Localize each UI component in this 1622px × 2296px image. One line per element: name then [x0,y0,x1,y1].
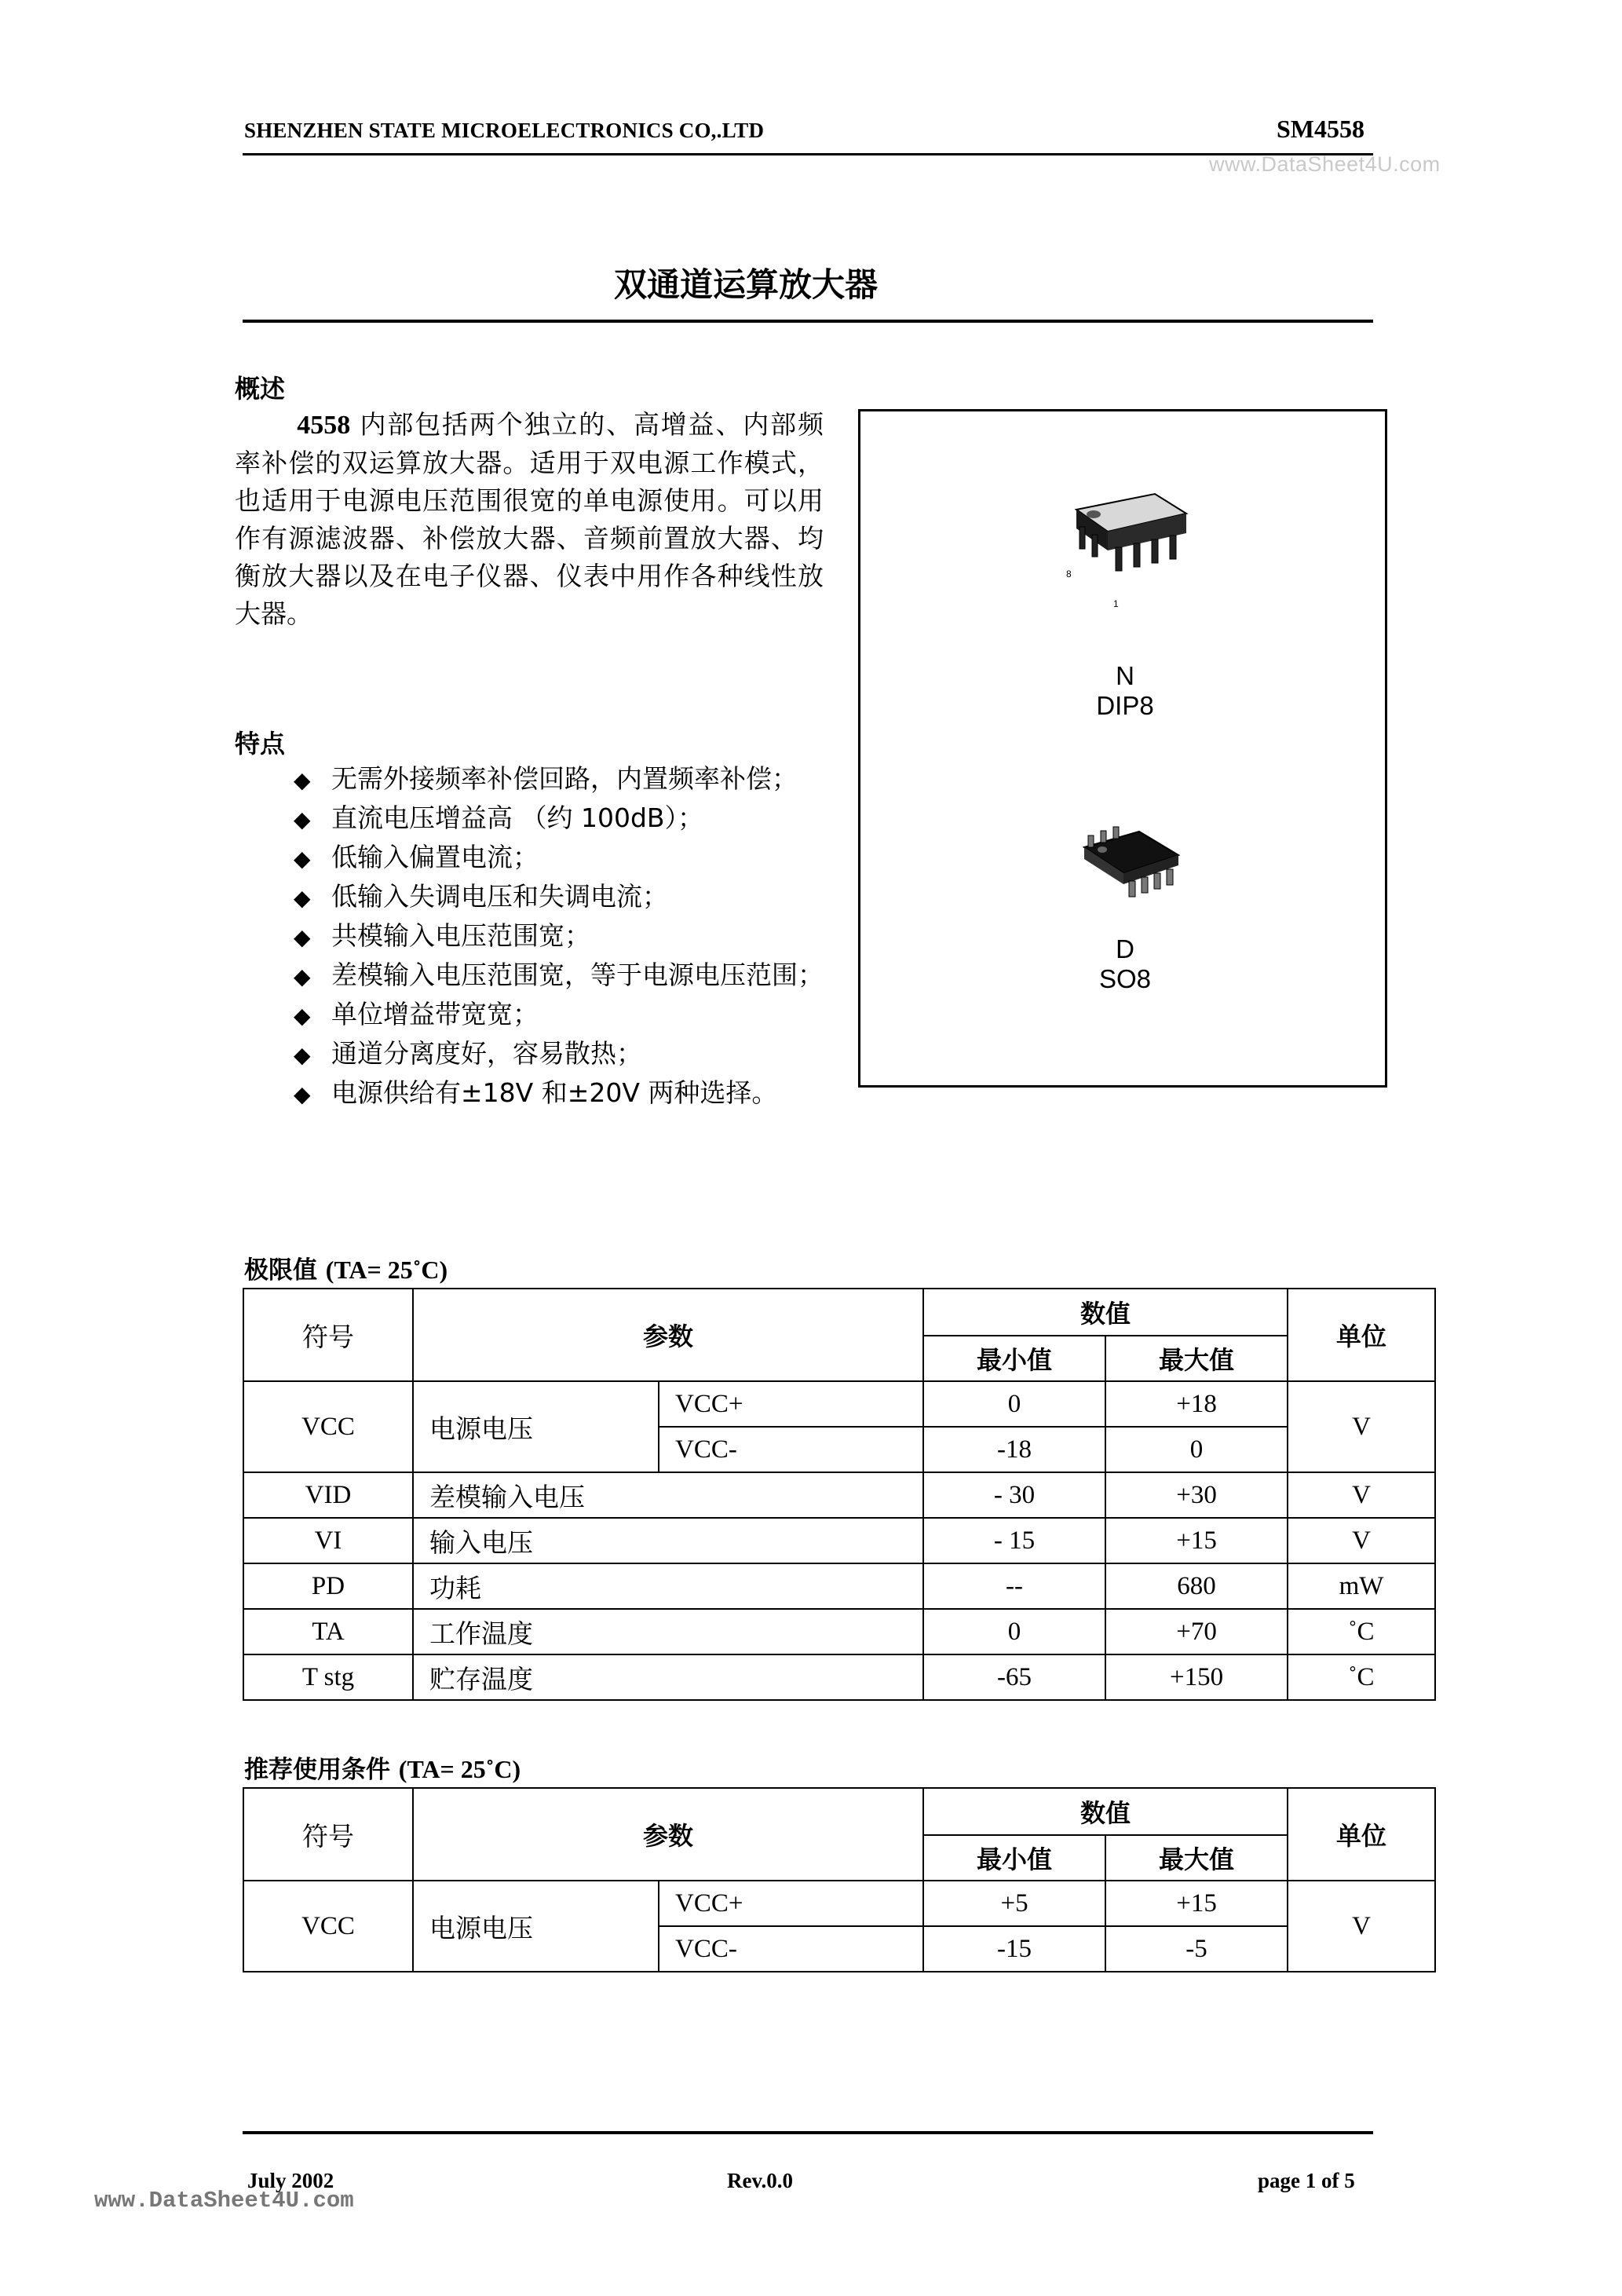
th-param: 参数 [413,1788,923,1881]
cell-unit: V [1288,1518,1435,1563]
cell-max: +70 [1105,1609,1288,1654]
page-title: 双通道运算放大器 [613,265,878,304]
feature-item [235,799,824,839]
bullet-diamond-icon: ◆ [294,885,311,911]
features-list [235,760,824,1113]
cell-min: -15 [923,1926,1105,1972]
watermark-bottom[interactable]: www.DataSheet4U.com [94,2188,354,2214]
feature-text: 通道分离度好，容易散热； [331,1038,642,1069]
bullet-diamond-icon: ◆ [294,924,311,950]
cell-symbol: PD [243,1563,413,1609]
abs-max-caption-en: (TA= 25˚C) [325,1256,448,1284]
bullet-diamond-icon: ◆ [294,1003,311,1029]
cell-sub: VCC- [659,1427,923,1472]
th-max: 最大值 [1105,1835,1288,1881]
cell-symbol: VI [243,1518,413,1563]
dip-code: N [1116,661,1134,690]
cell-max: +15 [1105,1881,1288,1926]
feature-text: 直流电压增益高 （约 100dB）； [331,803,704,833]
so8-chip-icon [1072,820,1190,914]
feature-item [235,878,824,917]
cell-min: 0 [923,1609,1105,1654]
feature-text: 无需外接频率补偿回路，内置频率补偿； [331,763,798,794]
company-name: SHENZHEN STATE MICROELECTRONICS CO,.LTD [244,119,765,142]
cell-param: 电源电压 [413,1881,659,1972]
features-heading: 特点 [235,729,286,759]
bullet-diamond-icon: ◆ [294,1081,311,1107]
cell-unit: V [1288,1881,1435,1972]
cell-symbol: VCC [243,1381,413,1472]
cell-max: 680 [1105,1563,1288,1609]
recommended-caption-en: (TA= 25˚C) [398,1755,521,1783]
bullet-diamond-icon: ◆ [294,1042,311,1068]
cell-max: 0 [1105,1427,1288,1472]
bullet-diamond-icon: ◆ [294,806,311,832]
feature-item [235,839,824,878]
package-figure [858,409,1387,1088]
feature-text: 低输入失调电压和失调电流； [331,881,668,912]
abs-max-caption-zh: 极限值 [244,1256,317,1285]
cell-param: 电源电压 [413,1381,659,1472]
cell-min: -18 [923,1427,1105,1472]
feature-item [235,956,824,996]
cell-symbol: VID [243,1472,413,1518]
watermark-top[interactable]: www.DataSheet4U.com [1209,152,1441,176]
cell-symbol: T stg [243,1654,413,1700]
recommended-caption-zh: 推荐使用条件 [244,1756,390,1784]
th-value: 数值 [923,1788,1288,1835]
abs-max-caption [244,1250,448,1285]
part-number: SM4558 [1277,115,1364,143]
feature-text: 共模输入电压范围宽； [331,920,590,951]
cell-max: +30 [1105,1472,1288,1518]
cell-param: 输入电压 [413,1518,923,1563]
footer-revision: Rev.0.0 [727,2169,793,2192]
feature-item [235,1035,824,1074]
cell-param: 贮存温度 [413,1654,923,1700]
recommended-table [243,1787,1436,1972]
overview-heading: 概述 [235,374,286,404]
cell-min: -- [923,1563,1105,1609]
th-unit: 单位 [1288,1788,1435,1881]
th-unit: 单位 [1288,1289,1435,1381]
pin8-label: 8 [1066,569,1072,579]
feature-item [235,917,824,956]
cell-param: 工作温度 [413,1609,923,1654]
cell-max: -5 [1105,1926,1288,1972]
footer-date: July 2002 [247,2169,334,2192]
bullet-diamond-icon: ◆ [294,767,311,793]
cell-min: 0 [923,1381,1105,1427]
th-symbol: 符号 [243,1788,413,1881]
th-min: 最小值 [923,1336,1105,1381]
recommended-caption [244,1749,521,1785]
bullet-diamond-icon: ◆ [294,963,311,989]
cell-symbol: TA [243,1609,413,1654]
cell-unit: V [1288,1381,1435,1472]
bullet-diamond-icon: ◆ [294,846,311,872]
overview-part: 4558 [297,411,351,440]
cell-unit: mW [1288,1563,1435,1609]
cell-min: +5 [923,1881,1105,1926]
cell-param: 功耗 [413,1563,923,1609]
footer-page: page 1 of 5 [1258,2169,1355,2192]
cell-unit: ˚C [1288,1609,1435,1654]
th-value: 数值 [923,1289,1288,1336]
so-code: D [1116,934,1134,963]
feature-text: 低输入偏置电流； [331,842,539,872]
overview-text [235,406,824,633]
cell-sub: VCC- [659,1926,923,1972]
cell-param: 差模输入电压 [413,1472,923,1518]
th-max: 最大值 [1105,1336,1288,1381]
th-min: 最小值 [923,1835,1105,1881]
feature-text: 电源供给有±18V 和±20V 两种选择。 [331,1077,778,1108]
feature-text: 单位增益带宽宽； [331,999,539,1029]
th-symbol: 符号 [243,1289,413,1381]
overview-body: 内部包括两个独立的、高增益、内部频率补偿的双运算放大器。适用于双电源工作模式，也适用于电源电压范围很宽的单电源使用。可以用作有源滤波器、补偿放大器、音频前置放大器、均衡放大器以及在电子仪器、仪表中用作各种线性放大器。 [235,409,824,629]
title-rule [243,320,1373,323]
cell-unit: ˚C [1288,1654,1435,1700]
cell-max: +15 [1105,1518,1288,1563]
feature-item [235,996,824,1035]
feature-text: 差模输入电压范围宽，等于电源电压范围； [331,960,824,990]
dip-name: DIP8 [1096,691,1154,720]
dip8-chip-icon [1061,478,1194,588]
feature-item [235,760,824,799]
footer-rule [243,2131,1373,2134]
cell-min: - 30 [923,1472,1105,1518]
header-rule [243,153,1373,155]
abs-max-table [243,1288,1436,1701]
cell-max: +150 [1105,1654,1288,1700]
pin1-label: 1 [1113,598,1119,609]
cell-sub: VCC+ [659,1881,923,1926]
feature-item [235,1074,824,1113]
cell-sub: VCC+ [659,1381,923,1427]
cell-max: +18 [1105,1381,1288,1427]
so-name: SO8 [1098,964,1152,993]
cell-min: -65 [923,1654,1105,1700]
cell-symbol: VCC [243,1881,413,1972]
th-param: 参数 [413,1289,923,1381]
cell-unit: V [1288,1472,1435,1518]
cell-min: - 15 [923,1518,1105,1563]
